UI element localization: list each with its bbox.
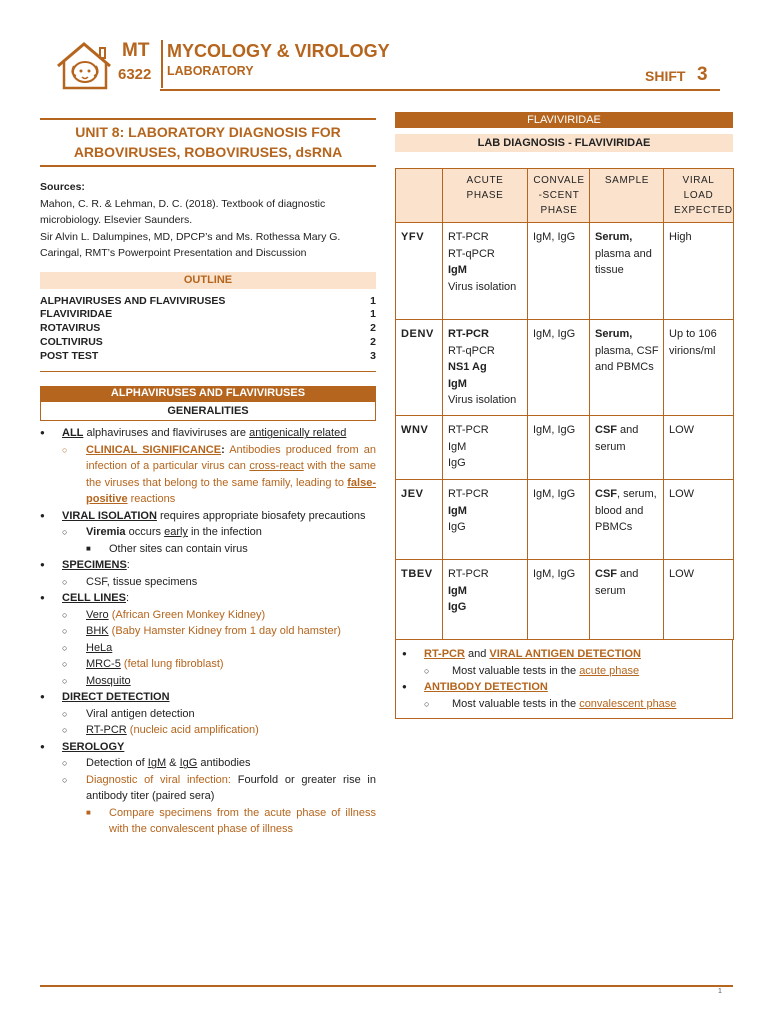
- virus-name: DENV: [396, 320, 443, 416]
- list-item: ○ Viremia occurs early in the infection ■ Other sites can contain virus: [62, 524, 376, 557]
- footer-rule: [40, 985, 733, 987]
- list-item: ● SPECIMENS: ○ CSF, tissue specimens: [40, 557, 376, 590]
- convalescent-phase-cell: IgM, IgG: [528, 223, 590, 320]
- viral-load-cell: High: [664, 223, 734, 320]
- sample-cell: Serum, plasma and tissue: [590, 223, 664, 320]
- virus-name: JEV: [396, 480, 443, 560]
- list-item: ○ Most valuable tests in the acute phase: [424, 663, 726, 680]
- table-header-cell: ACUTE PHASE: [443, 169, 528, 223]
- flaviviridae-table: [395, 168, 734, 640]
- unit-title-line-2: ARBOVIRUSES, ROBOVIRUSES, dsRNA: [73, 144, 343, 160]
- outline-item-page: 2: [370, 322, 376, 335]
- sources-label: Sources:: [40, 181, 85, 193]
- section-subheading: GENERALITIES: [40, 401, 376, 421]
- virus-name: YFV: [396, 223, 443, 320]
- cell-line-item: ○ HeLa: [62, 640, 376, 657]
- table-header-cell: CONVALE -SCENT PHASE: [528, 169, 590, 223]
- outline-item-label: ROTAVIRUS: [40, 322, 101, 335]
- list-item: ○ Most valuable tests in the convalescent phase: [424, 696, 726, 713]
- table-notes: [395, 640, 733, 719]
- table-header-row: [396, 169, 734, 223]
- sample-cell: CSF and serum: [590, 416, 664, 480]
- list-item: ■ Other sites can contain virus: [86, 541, 376, 558]
- list-item: ○ Detection of IgM & IgG antibodies: [62, 755, 376, 772]
- outline-item-page: 2: [370, 335, 376, 348]
- underlined-text: antigenically related: [249, 427, 347, 440]
- list-item: ■ Compare specimens from the acute phase of illness with the convalescent phase of illness: [86, 805, 376, 838]
- list-item: ● RT-PCR and VIRAL ANTIGEN DETECTION ○ Most valuable tests in the acute phase: [402, 646, 726, 679]
- outline-item-page: 1: [370, 294, 376, 307]
- outline-list: [40, 295, 376, 364]
- virus-name: WNV: [396, 416, 443, 480]
- outline-item[interactable]: [40, 308, 376, 322]
- virus-name: TBEV: [396, 560, 443, 640]
- list-item: ● VIRAL ISOLATION requires appropriate biosafety precautions ○ Viremia occurs early in the infection ■ Other sites can contain virus: [40, 508, 376, 558]
- cell-line-item: ○ Vero (African Green Monkey Kidney): [62, 607, 376, 624]
- table-header-cell: [396, 169, 443, 223]
- body-text: alphaviruses and flaviviruses are: [83, 427, 250, 440]
- cell-line-item: ○ MRC-5 (fetal lung fibroblast): [62, 656, 376, 673]
- course-number: 6322: [118, 66, 152, 83]
- list-item: ○ RT-PCR (nucleic acid amplification): [62, 722, 376, 739]
- acute-phase-cell: RT-PCR IgM IgG: [443, 416, 528, 480]
- list-item: ○ CSF, tissue specimens: [62, 574, 376, 591]
- sources: [40, 179, 376, 262]
- sample-cell: CSF, serum, blood and PBMCs: [590, 480, 664, 560]
- viral-load-cell: LOW: [664, 480, 734, 560]
- table-row: [396, 416, 734, 480]
- unit-title-line-1: UNIT 8: LABORATORY DIAGNOSIS FOR: [75, 124, 341, 140]
- page-number: 1: [718, 988, 722, 995]
- list-item: ● ANTIBODY DETECTION ○ Most valuable tests in the convalescent phase: [402, 679, 726, 712]
- cell-line-item: ○ BHK (Baby Hamster Kidney from 1 day old hamster): [62, 623, 376, 640]
- viral-load-cell: LOW: [664, 416, 734, 480]
- left-column: [40, 118, 376, 838]
- course-code: MT: [122, 40, 150, 61]
- emphasis-text: ALL: [62, 427, 84, 440]
- clinical-significance-label: CLINICAL SIGNIFICANCE: [86, 443, 222, 456]
- outline-item-page: 3: [370, 349, 376, 362]
- right-column: [395, 112, 733, 719]
- list-item: ● DIRECT DETECTION ○ Viral antigen detection ○ RT-PCR (nucleic acid amplification): [40, 689, 376, 739]
- outline-item-label: ALPHAVIRUSES AND FLAVIVIRUSES: [40, 294, 226, 307]
- sample-cell: CSF and serum: [590, 560, 664, 640]
- table-row: [396, 320, 734, 416]
- outline-heading: OUTLINE: [40, 272, 376, 289]
- outline-divider: [40, 371, 376, 372]
- acute-phase-cell: RT-PCR RT-qPCR NS1 Ag IgM Virus isolation: [443, 320, 528, 416]
- lab-diagnosis-heading: LAB DIAGNOSIS - FLAVIVIRIDAE: [395, 134, 733, 152]
- course-subtitle: LABORATORY: [167, 64, 254, 78]
- list-item: ○ CLINICAL SIGNIFICANCE: Antibodies produced from an infection of a particular virus can cross-react with the same the viruses that belong to the same family, leading to false-positive reactions: [62, 442, 376, 508]
- viral-load-cell: Up to 106 virions/ml: [664, 320, 734, 416]
- outline-item[interactable]: [40, 350, 376, 364]
- convalescent-phase-cell: IgM, IgG: [528, 480, 590, 560]
- outline-item-label: POST TEST: [40, 349, 99, 362]
- outline-item[interactable]: [40, 322, 376, 336]
- source-entry: Sir Alvin L. Dalumpines, MD, DPCP’s and Ms. Rothessa Mary G. Caringal, RMT’s Powerpoint Presentation and Discussion: [40, 230, 341, 259]
- table-header-cell: SAMPLE: [590, 169, 664, 223]
- outline-item[interactable]: [40, 295, 376, 309]
- table-row: [396, 480, 734, 560]
- list-item: ● CELL LINES: ○ Vero (African Green Monkey Kidney) ○ BHK (Baby Hamster Kidney from 1 day old hamster) ○ HeLa ○ MRC-5 (fetal lung fibroblast) ○ Mosquito: [40, 590, 376, 689]
- header-divider: [161, 40, 163, 88]
- shift-number: 3: [697, 64, 708, 85]
- convalescent-phase-cell: IgM, IgG: [528, 416, 590, 480]
- convalescent-phase-cell: IgM, IgG: [528, 320, 590, 416]
- course-title: MYCOLOGY & VIROLOGY: [167, 41, 390, 61]
- flaviviridae-heading: FLAVIVIRIDAE: [395, 112, 733, 128]
- list-item: ○ Diagnostic of viral infection: Fourfold or greater rise in antibody titer (paired sera) ■ Compare specimens from the acute phase of illness with the convalescent phase of illness: [62, 772, 376, 838]
- acute-phase-cell: RT-PCR IgM IgG: [443, 560, 528, 640]
- source-entry: Mahon, C. R. & Lehman, D. C. (2018). Textbook of diagnostic microbiology. Elsevier Saunders.: [40, 197, 326, 226]
- viral-load-cell: LOW: [664, 560, 734, 640]
- page-header: [0, 0, 768, 100]
- section-heading: ALPHAVIRUSES AND FLAVIVIRUSES: [40, 386, 376, 401]
- outline-item[interactable]: [40, 336, 376, 350]
- shift-label: SHIFT: [645, 68, 686, 84]
- list-item: [40, 425, 376, 508]
- list-item: ● SEROLOGY ○ Detection of IgM & IgG antibodies ○ Diagnostic of viral infection: Fourfold or greater rise in antibody titer (paired sera) ■ Compare specimens from the acute phase of illness with the convalescent phase of illness: [40, 739, 376, 838]
- sample-cell: Serum, plasma, CSF and PBMCs: [590, 320, 664, 416]
- convalescent-phase-cell: IgM, IgG: [528, 560, 590, 640]
- table-row: [396, 223, 734, 320]
- generalities-list: [40, 425, 376, 838]
- list-item: ○ Viral antigen detection: [62, 706, 376, 723]
- table-header-cell: VIRAL LOAD EXPECTED: [664, 169, 734, 223]
- outline-item-label: FLAVIVIRIDAE: [40, 308, 113, 321]
- outline-item-page: 1: [370, 308, 376, 321]
- house-dog-logo-icon: [54, 40, 116, 92]
- outline-item-label: COLTIVIRUS: [40, 335, 103, 348]
- table-row: [396, 560, 734, 640]
- unit-title: [40, 118, 376, 167]
- cell-line-item: ○ Mosquito: [62, 673, 376, 690]
- acute-phase-cell: RT-PCR IgM IgG: [443, 480, 528, 560]
- header-rule: [160, 89, 720, 91]
- acute-phase-cell: RT-PCR RT-qPCR IgM Virus isolation: [443, 223, 528, 320]
